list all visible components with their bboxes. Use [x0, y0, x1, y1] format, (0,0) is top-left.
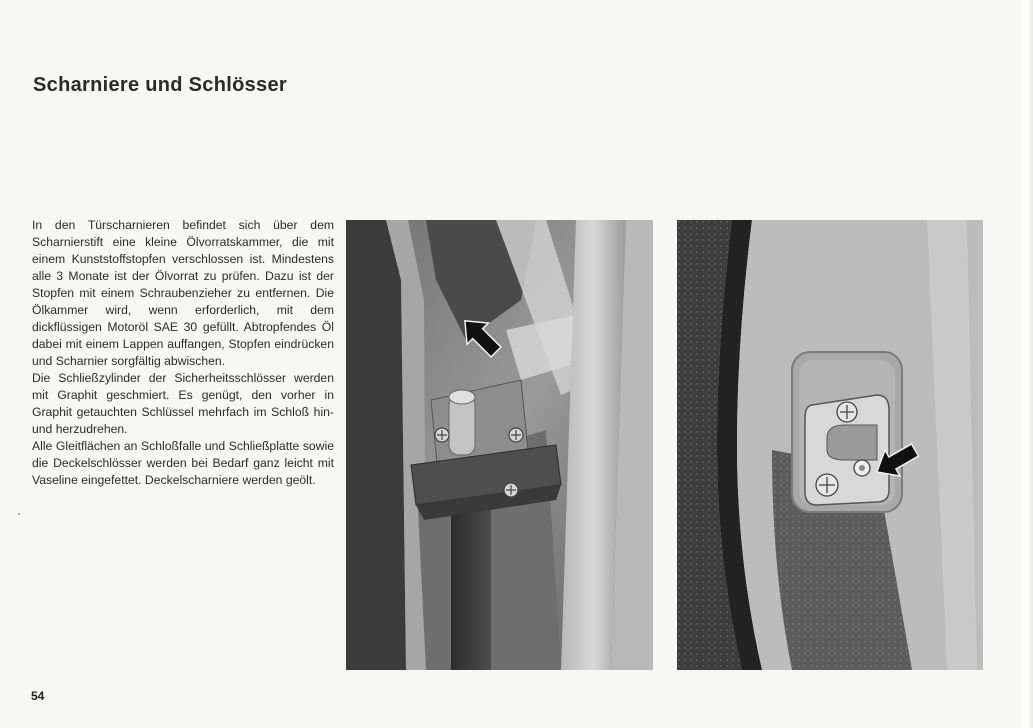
- body-text: [32, 217, 334, 489]
- paragraph-hinges: In den Türscharnieren befindet sich über dem Scharnierstift eine kleine Ölvorratskammer, die mit einem Kunststoffstopfen verschlossen ist. Mindestens alle 3 Monate ist der Ölvorrat zu prüfen. Dazu ist der Stopfen mit einem Schraubenzieher zu entfernen. Die Ölkammer wird, wenn erforderlich, mit dem dickflüssigen Motoröl SAE 30 gefüllt. Abtropfendes Öl dabei mit einem Lappen auffangen, Stopfen eindrücken und Scharnier sorgfältig abwischen.: [32, 218, 334, 368]
- paragraph-sliding-surfaces: Alle Gleitflächen an Schloßfalle und Schließplatte sowie die Deckelschlösser werden bei Bedarf ganz leicht mit Vaseline eingefettet. Deckelscharniere werden geölt.: [32, 439, 334, 487]
- print-speck: [18, 513, 20, 515]
- page-edge: [1019, 0, 1033, 728]
- page-title: Scharniere und Schlösser: [33, 74, 287, 97]
- door-lock-striker-photo: [677, 220, 983, 670]
- page-number: 54: [31, 689, 45, 703]
- paragraph-lock-cylinders: Die Schließzylinder der Sicherheitsschlösser werden mit Graphit geschmiert. Es genügt, den vorher in Graphit getauchten Schlüssel mehrfach im Schloß hin- und herzudrehen.: [32, 371, 334, 436]
- door-hinge-photo: [346, 220, 653, 670]
